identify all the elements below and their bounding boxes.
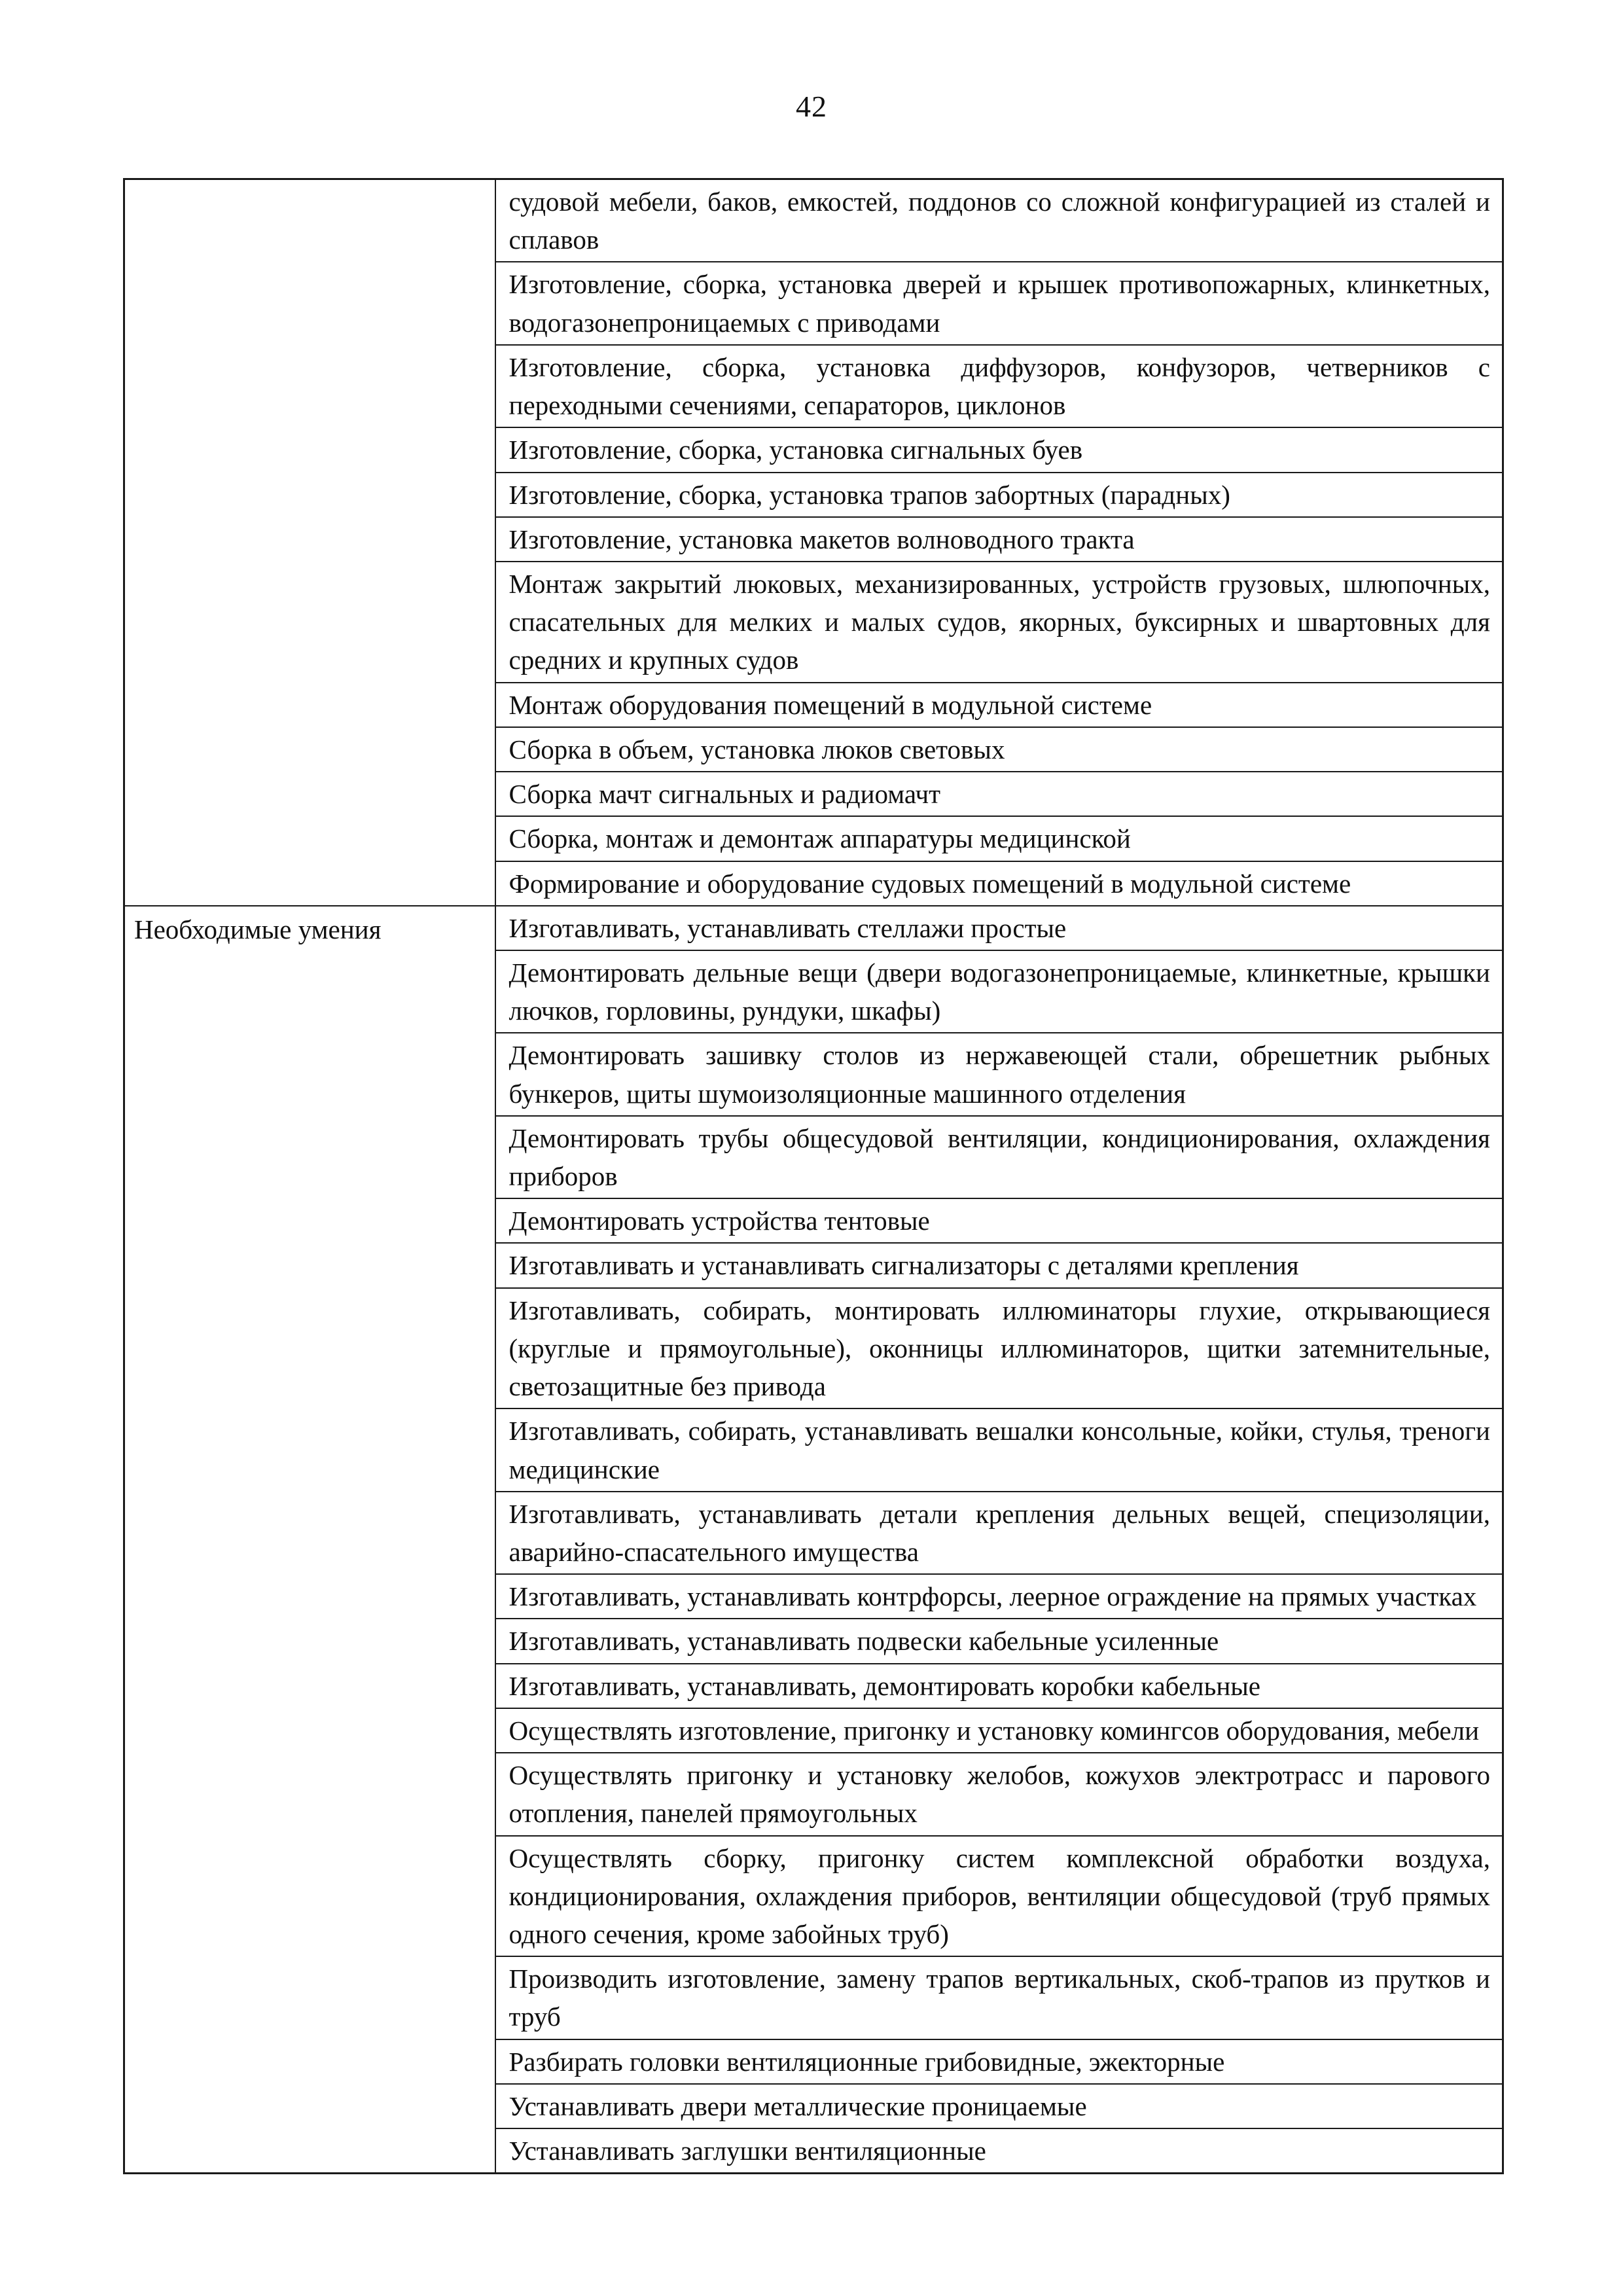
section-label-cell: Необходимые умения xyxy=(124,906,495,2174)
skills-table-body xyxy=(124,179,1503,2174)
content-cell: Осуществлять пригонку и установку желобов, кожухов электротрасс и парового отопления, панелей прямоугольных xyxy=(495,1753,1503,1835)
content-cell: Изготавливать, собирать, монтировать иллюминаторы глухие, открывающиеся (круглые и прямоугольные), оконницы иллюминаторов, щитки затемнительные, светозащитные без привода xyxy=(495,1288,1503,1409)
content-cell: Изготавливать, устанавливать подвески кабельные усиленные xyxy=(495,1619,1503,1663)
content-cell: Изготавливать, устанавливать контрфорсы, леерное ограждение на прямых участках xyxy=(495,1574,1503,1619)
content-cell: Сборка мачт сигнальных и радиомачт xyxy=(495,772,1503,816)
skills-table xyxy=(123,178,1504,2174)
content-cell: Изготавливать, устанавливать детали крепления дельных вещей, специзоляции, аварийно-спасательного имущества xyxy=(495,1492,1503,1574)
content-cell: Разбирать головки вентиляционные грибовидные, эжекторные xyxy=(495,2039,1503,2084)
content-cell: Изготовление, сборка, установка сигнальных буев xyxy=(495,427,1503,472)
content-cell: Устанавливать двери металлические проницаемые xyxy=(495,2084,1503,2128)
content-cell: Демонтировать дельные вещи (двери водогазонепроницаемые, клинкетные, крышки лючков, горловины, рундуки, шкафы) xyxy=(495,950,1503,1033)
content-cell: Изготавливать, устанавливать стеллажи простые xyxy=(495,906,1503,950)
table-row xyxy=(124,906,1503,950)
content-cell: Изготавливать и устанавливать сигнализаторы с деталями крепления xyxy=(495,1243,1503,1287)
content-cell: Монтаж закрытий люковых, механизированных, устройств грузовых, шлюпочных, спасательных для мелких и малых судов, якорных, буксирных и швартовных для средних и крупных судов xyxy=(495,562,1503,683)
content-cell: Демонтировать устройства тентовые xyxy=(495,1198,1503,1243)
content-cell: Изготавливать, устанавливать, демонтировать коробки кабельные xyxy=(495,1664,1503,1708)
content-cell: судовой мебели, баков, емкостей, поддонов со сложной конфигурацией из сталей и сплавов xyxy=(495,179,1503,262)
content-cell: Изготавливать, собирать, устанавливать вешалки консольные, койки, стулья, треноги медицинские xyxy=(495,1408,1503,1491)
content-cell: Устанавливать заглушки вентиляционные xyxy=(495,2128,1503,2174)
content-cell: Сборка, монтаж и демонтаж аппаратуры медицинской xyxy=(495,816,1503,861)
section-label-cell xyxy=(124,179,495,906)
content-cell: Изготовление, сборка, установка дверей и крышек противопожарных, клинкетных, водогазонепроницаемых с приводами xyxy=(495,262,1503,344)
content-cell: Монтаж оборудования помещений в модульной системе xyxy=(495,683,1503,727)
content-cell: Демонтировать трубы общесудовой вентиляции, кондиционирования, охлаждения приборов xyxy=(495,1116,1503,1198)
content-cell: Сборка в объем, установка люков световых xyxy=(495,727,1503,772)
content-cell: Осуществлять изготовление, пригонку и установку комингсов оборудования, мебели xyxy=(495,1708,1503,1753)
table-row xyxy=(124,179,1503,262)
content-cell: Производить изготовление, замену трапов вертикальных, скоб-трапов из прутков и труб xyxy=(495,1956,1503,2039)
content-cell: Изготовление, установка макетов волноводного тракта xyxy=(495,517,1503,562)
page-number: 42 xyxy=(796,90,827,123)
content-cell: Изготовление, сборка, установка диффузоров, конфузоров, четверников с переходными сечениями, сепараторов, циклонов xyxy=(495,345,1503,427)
content-cell: Изготовление, сборка, установка трапов забортных (парадных) xyxy=(495,473,1503,517)
content-cell: Осуществлять сборку, пригонку систем комплексной обработки воздуха, кондиционирования, охлаждения приборов, вентиляции общесудовой (труб прямых одного сечения, кроме забойных труб) xyxy=(495,1836,1503,1957)
content-cell: Формирование и оборудование судовых помещений в модульной системе xyxy=(495,861,1503,906)
content-cell: Демонтировать зашивку столов из нержавеющей стали, обрешетник рыбных бункеров, щиты шумоизоляционные машинного отделения xyxy=(495,1033,1503,1115)
